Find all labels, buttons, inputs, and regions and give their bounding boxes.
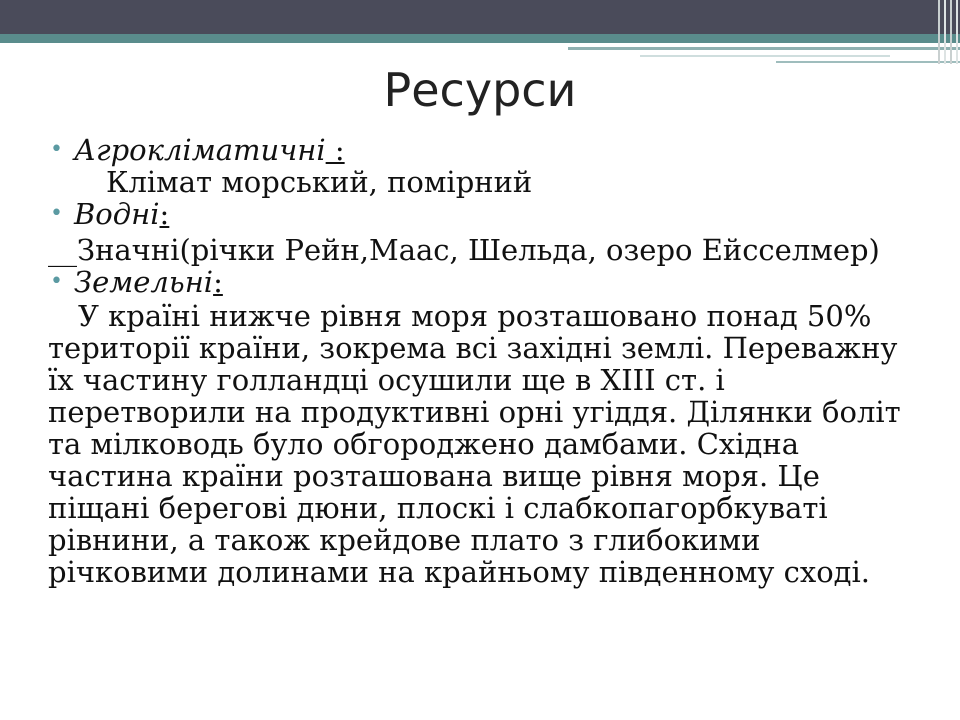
bullet-icon: •: [50, 137, 63, 162]
bullet-item-land: [48, 266, 908, 298]
bullet-item-agroclimatic: [48, 134, 908, 166]
slide-title: Ресурси: [383, 63, 577, 117]
bullet-text: __Значні(річки Рейн,Маас, Шельда, озеро Ейсселмер): [48, 233, 880, 267]
bullet-label-suffix: :: [159, 197, 170, 231]
accent-line: [568, 47, 960, 50]
bullet-icon: •: [50, 201, 63, 226]
bullet-label: Агрокліматичні: [74, 133, 326, 167]
bullet-label: Земельні: [74, 265, 214, 299]
bullet-icon: •: [50, 269, 63, 294]
bullet-item-water: [48, 198, 908, 230]
accent-line: [640, 55, 890, 57]
bullet-text: У країні нижче рівня моря розташовано понад 50% території країни, зокрема всі західні землі. Переважну їх частину голландці осушили ще в XIII ст. і перетворили на продуктивні орні угіддя. Ділянки боліт та мілководь було обгороджено дамбами. Східна частина країни розташована вище рівня моря. Це піщані берегові дюни, плоскі і слабкопагорбкуваті рівнини, а також крейдове плато з глибокими річковими долинами на крайньому південному сході.: [48, 299, 901, 589]
accent-band: [0, 34, 960, 43]
bullet-label-suffix: :: [213, 265, 223, 299]
bullet-label: Водні: [74, 197, 160, 231]
slide-body: [48, 134, 908, 588]
top-banner: [0, 0, 960, 34]
bullet-label-suffix: :: [325, 133, 345, 167]
decorative-stripes: [936, 0, 960, 64]
bullet-text: Клімат морський, помірний: [106, 165, 533, 199]
